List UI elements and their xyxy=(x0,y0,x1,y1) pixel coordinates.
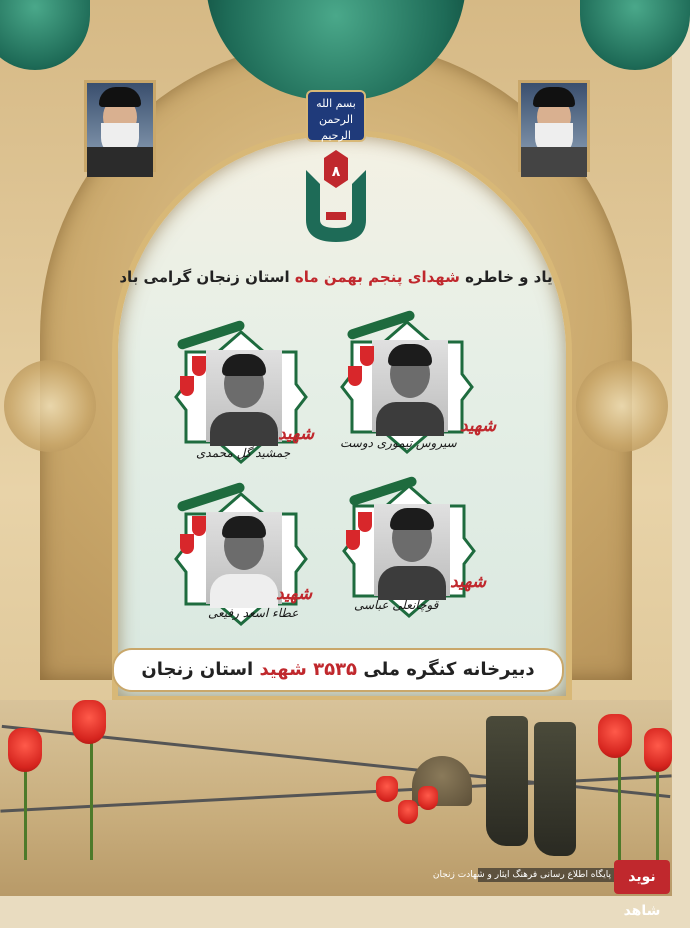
martyr-label: شهید xyxy=(276,584,313,604)
title-banner xyxy=(110,262,562,292)
martyr-photo xyxy=(374,504,450,596)
title-suffix: استان زنجان گرامی باد xyxy=(119,268,295,286)
tulip-icon xyxy=(418,786,438,810)
ornament-star-left xyxy=(4,360,96,452)
tulip-icon xyxy=(8,728,42,772)
tulip-icon xyxy=(398,800,418,824)
martyr-name: سیروس تیموری دوست xyxy=(340,436,457,450)
martyr-photo xyxy=(372,340,448,432)
page-title xyxy=(110,262,562,292)
martyr-card xyxy=(340,482,487,620)
portrait-left xyxy=(84,80,156,172)
martyr-name: قوچانعلی عباسی xyxy=(354,598,439,612)
tulip-icon xyxy=(376,776,398,802)
martyr-label: شهید xyxy=(450,572,487,592)
martyr-card xyxy=(338,318,497,456)
martyr-card xyxy=(172,490,313,628)
logo-number: ۸ xyxy=(331,164,341,180)
organization-highlight: ۳۵۳۵ شهید xyxy=(259,659,358,680)
organization-text xyxy=(114,650,562,690)
soldier-boots xyxy=(478,716,588,866)
martyrs-foundation-logo xyxy=(296,150,376,246)
title-highlight: شهدای پنجم بهمن ماه xyxy=(294,268,460,286)
organization-banner xyxy=(112,648,564,692)
martyr-label: شهید xyxy=(278,424,315,444)
footer-site-text: پایگاه اطلاع رسانی فرهنگ ایثار و شهادت زنجان xyxy=(478,868,614,882)
footer-logo: نوید شاهد xyxy=(614,860,670,894)
calligraphy-plaque xyxy=(306,90,366,142)
tulip-icon xyxy=(644,728,672,772)
martyr-label: شهید xyxy=(460,416,497,436)
title-prefix: یاد و خاطره xyxy=(459,268,553,286)
martyr-card xyxy=(172,328,315,466)
dome-left xyxy=(0,0,90,70)
organization-suffix: استان زنجان xyxy=(141,659,260,680)
tulip-icon xyxy=(72,700,106,744)
martyr-name: جمشید گل محمدی xyxy=(196,446,291,460)
tulip-icon xyxy=(598,714,632,758)
martyr-photo xyxy=(206,350,282,442)
footer-tag xyxy=(432,860,672,919)
martyr-name: عطاء اسعد رفیعی xyxy=(208,606,299,620)
organization-prefix: دبیرخانه کنگره ملی xyxy=(357,659,535,680)
ornament-star-right xyxy=(576,360,668,452)
martyr-photo xyxy=(206,512,282,604)
calligraphy-text: بسم الله الرحمن الرحیم xyxy=(316,97,356,142)
dome-right xyxy=(580,0,690,70)
portrait-right xyxy=(518,80,590,172)
